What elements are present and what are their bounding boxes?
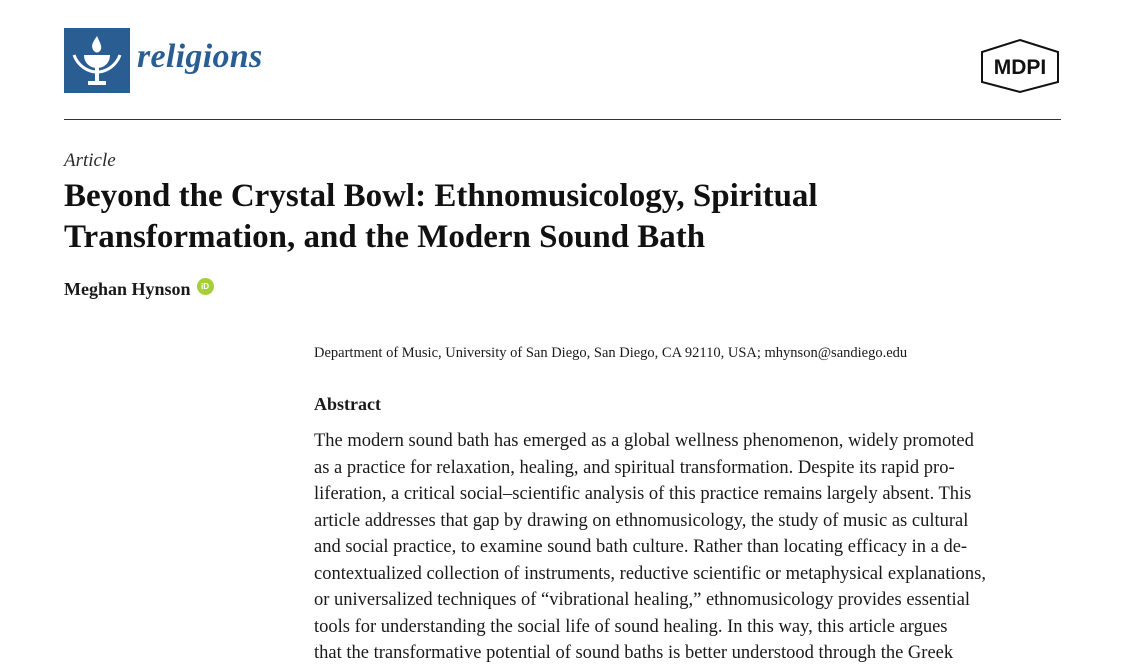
author-list: [64, 279, 214, 300]
abstract-line: that the transformative potential of sound baths is better understood through the Greek: [314, 643, 954, 663]
abstract-line: The modern sound bath has emerged as a global wellness phenomenon, widely promoted: [314, 431, 974, 451]
article-type: Article: [64, 150, 116, 171]
journal-logo-icon: [64, 28, 130, 93]
abstract-line: and social practice, to examine sound bath culture. Rather than locating efficacy in a de-: [314, 537, 968, 557]
journal-name: religions: [137, 38, 263, 75]
author-name[interactable]: Meghan Hynson: [64, 279, 191, 299]
article-title: [64, 176, 964, 258]
abstract-body: [314, 428, 1062, 667]
abstract-line: as a practice for relaxation, healing, and spiritual transformation. Despite its rapid pro-: [314, 457, 955, 478]
abstract-line: liferation, a critical social–scientific analysis of this practice remains largely absent. This: [314, 484, 972, 504]
affiliation: Department of Music, University of San Diego, San Diego, CA 92110, USA; mhynson@sandiego.edu: [314, 345, 908, 361]
abstract-line: contextualized collection of instruments, reductive scientific or metaphysical explanations,: [314, 563, 986, 584]
abstract-line: or universalized techniques of “vibrational healing,” ethnomusicology provides essential: [314, 590, 971, 610]
abstract-line: tools for understanding the social life of sound healing. In this way, this article argues: [314, 616, 948, 637]
publisher-name: MDPI: [993, 56, 1047, 79]
abstract-line: article addresses that gap by drawing on ethnomusicology, the study of music as cultural: [314, 510, 969, 531]
mdpi-logo-icon: [978, 38, 1062, 94]
article-title-line: Beyond the Crystal Bowl: Ethnomusicology, Spiritual: [64, 178, 818, 214]
orcid-icon[interactable]: iD: [197, 278, 214, 295]
article-title-line: Transformation, and the Modern Sound Bath: [64, 219, 706, 255]
header-divider: [64, 119, 1061, 120]
abstract-heading: Abstract: [314, 394, 381, 414]
